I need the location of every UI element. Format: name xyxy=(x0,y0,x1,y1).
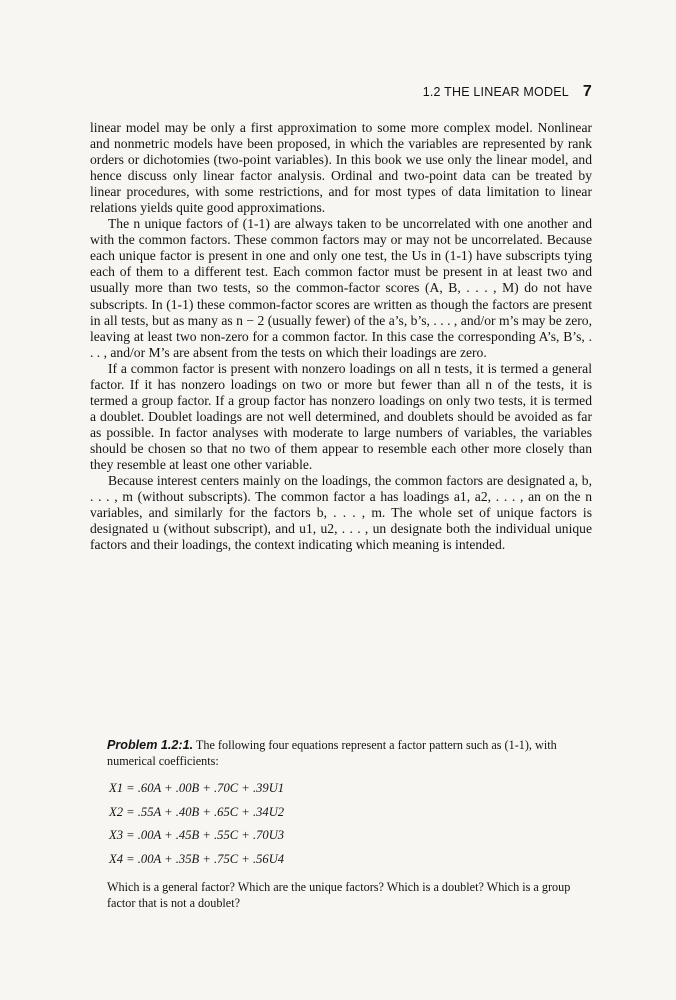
running-header xyxy=(0,83,592,101)
paragraph-2: The n unique factors of (1-1) are always taken to be uncorrelated with one another and with the common factors. These common factors may or may not be uncorrelated. Because each unique factor is present in one and only one test, the Us in (1-1) have subscripts tying each of them to a different test. Each common factor must be present in at least two and usually more than two tests, so the common-factor scores (A, B, . . . , M) do not have subscripts. In (1-1) these common-factor scores are written as though the factors are present in all tests, but as many as n − 2 (usually fewer) of the a’s, b’s, . . . , and/or m’s may be zero, leaving at least two non-zero for a common factor. In this case the corresponding A’s, B’s, . . . , and/or M’s are absent from the tests on which their loadings are zero. xyxy=(90,216,592,360)
paragraph-3: If a common factor is present with nonzero loadings on all n tests, it is termed a general factor. If it has nonzero loadings on two or more but fewer than all n of the tests, it is termed a group factor. If a group factor has nonzero loadings on only two tests, it is termed a doublet. Doublet loadings are not well determined, and doublets should be avoided as far as possible. In factor analyses with moderate to large numbers of variables, the variables should be chosen so that no two of them appear to resemble each other more closely than they resemble at least one other variable. xyxy=(90,360,592,472)
body-text xyxy=(90,120,592,553)
equation-3: X3 = .00A + .45B + .55C + .70U3 xyxy=(109,828,285,842)
section-title: 1.2 THE LINEAR MODEL xyxy=(422,85,569,99)
problem-intro-line xyxy=(107,737,592,769)
equation-1: X1 = .60A + .00B + .70C + .39U1 xyxy=(109,781,285,795)
problem-title: Problem 1.2:1. xyxy=(107,738,194,752)
equation-list xyxy=(107,777,592,871)
problem-questions: Which is a general factor? Which are the unique factors? Which is a doublet? Which is a group factor that is not a doublet? xyxy=(107,880,571,910)
paragraph-1: linear model may be only a first approximation to some more complex model. Nonlinear and nonmetric models have been proposed, in which the variables are represented by rank orders or dichotomies (two-point variables). In this book we use only the linear model, and hence discuss only linear factor analysis. Ordinal and two-point data can be treated by linear procedures, with some restrictions, and for most types of data limitation to linear relations yields quite good approximations. xyxy=(90,120,592,216)
equation-2: X2 = .55A + .40B + .65C + .34U2 xyxy=(109,804,285,819)
equation-4: X4 = .00A + .35B + .75C + .56U4 xyxy=(109,851,285,866)
page-number: 7 xyxy=(582,83,592,100)
problem-intro: The following four equations represent a factor pattern such as (1-1), with numerical coefficients: xyxy=(107,738,557,768)
problem-box xyxy=(107,737,592,911)
paragraph-4: Because interest centers mainly on the loadings, the common factors are designated a, b, . . . , m (without subscripts). The common factor a has loadings a1, a2, . . . , an on the n variables, and similarly for the factors b, . . . , m. The whole set of unique factors is designated u (without subscript), and u1, u2, . . . , un designate both the individual unique factors and their loadings, the context indicating which meaning is intended. xyxy=(90,473,592,553)
